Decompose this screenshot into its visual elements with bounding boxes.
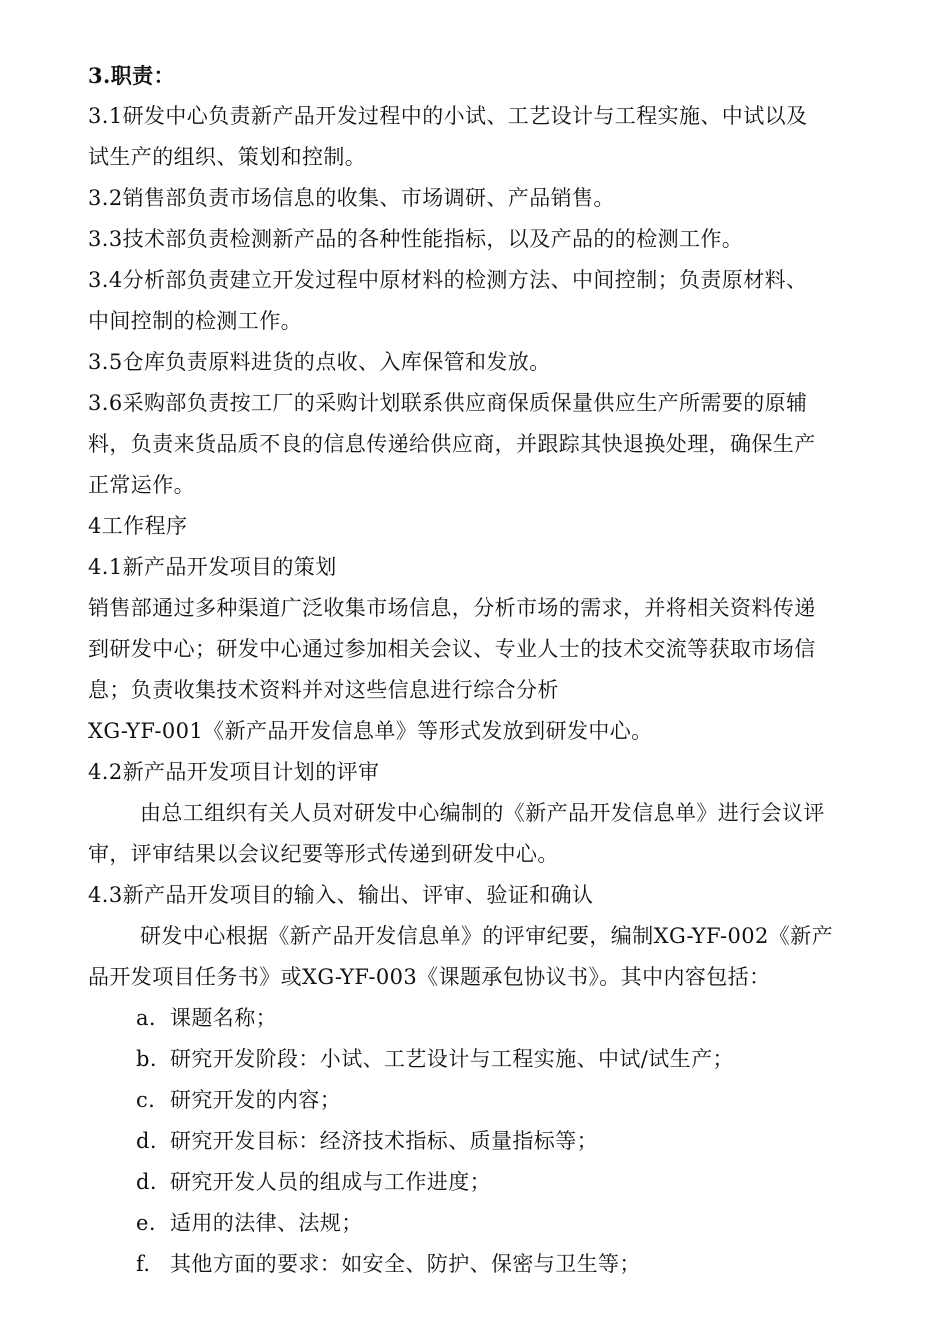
- section-3-6-line-2: 料，负责来货品质不良的信息传递给供应商，并跟踪其快退换处理，确保生产: [88, 432, 816, 456]
- list-item-label: e.: [136, 1211, 156, 1235]
- list-item-text: 课题名称；: [170, 1006, 277, 1030]
- list-item-label: d.: [136, 1129, 157, 1153]
- section-4-heading: 4工作程序: [88, 514, 188, 538]
- section-3-heading: 3.职责：: [88, 63, 175, 88]
- section-4-1-para-line-4: XG-YF-001《新产品开发信息单》等形式发放到研发中心。: [88, 719, 653, 743]
- section-4-3-para-line-1: 研发中心根据《新产品开发信息单》的评审纪要，编制XG-YF-002《新产: [140, 924, 833, 948]
- list-item: [136, 1121, 898, 1162]
- list-item-text: 研究开发阶段：小试、工艺设计与工程实施、中试/试生产；: [170, 1047, 734, 1071]
- section-3-1-line-1: 3.1研发中心负责新产品开发过程中的小试、工艺设计与工程实施、中试以及: [88, 104, 808, 128]
- section-3-1-line-2: 试生产的组织、策划和控制。: [88, 145, 367, 169]
- document-page: [88, 55, 898, 1285]
- list-item-label: a.: [136, 1006, 156, 1030]
- section-3-5: 3.5仓库负责原料进货的点收、入库保管和发放。: [88, 350, 551, 374]
- list-item-label: d.: [136, 1170, 157, 1194]
- list-item-text: 研究开发目标：经济技术指标、质量指标等；: [170, 1129, 598, 1153]
- list-item-text: 研究开发的内容；: [170, 1088, 342, 1112]
- list-item-label: b.: [136, 1047, 157, 1071]
- section-4-1-para-line-3: 息；负责收集技术资料并对这些信息进行综合分析: [88, 678, 559, 702]
- list-item: [136, 1080, 898, 1121]
- section-4-1-para-line-1: 销售部通过多种渠道广泛收集市场信息，分析市场的需求，并将相关资料传递: [88, 596, 816, 620]
- list-item-label: c.: [136, 1088, 156, 1112]
- list-item: [136, 1162, 898, 1203]
- list-item: [136, 1203, 898, 1244]
- section-3-6-line-3: 正常运作。: [88, 473, 195, 497]
- section-4-2-heading: 4.2新产品开发项目计划的评审: [88, 760, 380, 784]
- list-item-text: 其他方面的要求：如安全、防护、保密与卫生等；: [170, 1252, 641, 1276]
- section-3-4-line-2: 中间控制的检测工作。: [88, 309, 302, 333]
- section-4-2-para-line-1: 由总工组织有关人员对研发中心编制的《新产品开发信息单》进行会议评: [140, 801, 825, 825]
- list-item: [136, 1039, 898, 1080]
- list-item-label: f.: [136, 1252, 151, 1276]
- list-item-text: 研究开发人员的组成与工作进度；: [170, 1170, 491, 1194]
- content-items-list: [88, 998, 898, 1285]
- section-3-2: 3.2销售部负责市场信息的收集、市场调研、产品销售。: [88, 186, 615, 210]
- section-4-1-heading: 4.1新产品开发项目的策划: [88, 555, 337, 579]
- section-4-3-para-line-2: 品开发项目任务书》或XG-YF-003《课题承包协议书》。其中内容包括：: [88, 965, 771, 989]
- list-item: [136, 1244, 898, 1285]
- section-3-6-line-1: 3.6采购部负责按工厂的采购计划联系供应商保质保量供应生产所需要的原辅: [88, 391, 808, 415]
- section-4-1-para-line-2: 到研发中心；研发中心通过参加相关会议、专业人士的技术交流等获取市场信: [88, 637, 816, 661]
- section-3-3: 3.3技术部负责检测新产品的各种性能指标，以及产品的的检测工作。: [88, 227, 744, 251]
- list-item: [136, 998, 898, 1039]
- section-4-3-heading: 4.3新产品开发项目的输入、输出、评审、验证和确认: [88, 883, 594, 907]
- section-3-4-line-1: 3.4分析部负责建立开发过程中原材料的检测方法、中间控制；负责原材料、: [88, 268, 808, 292]
- list-item-text: 适用的法律、法规；: [170, 1211, 363, 1235]
- section-4-2-para-line-2: 审，评审结果以会议纪要等形式传递到研发中心。: [88, 842, 559, 866]
